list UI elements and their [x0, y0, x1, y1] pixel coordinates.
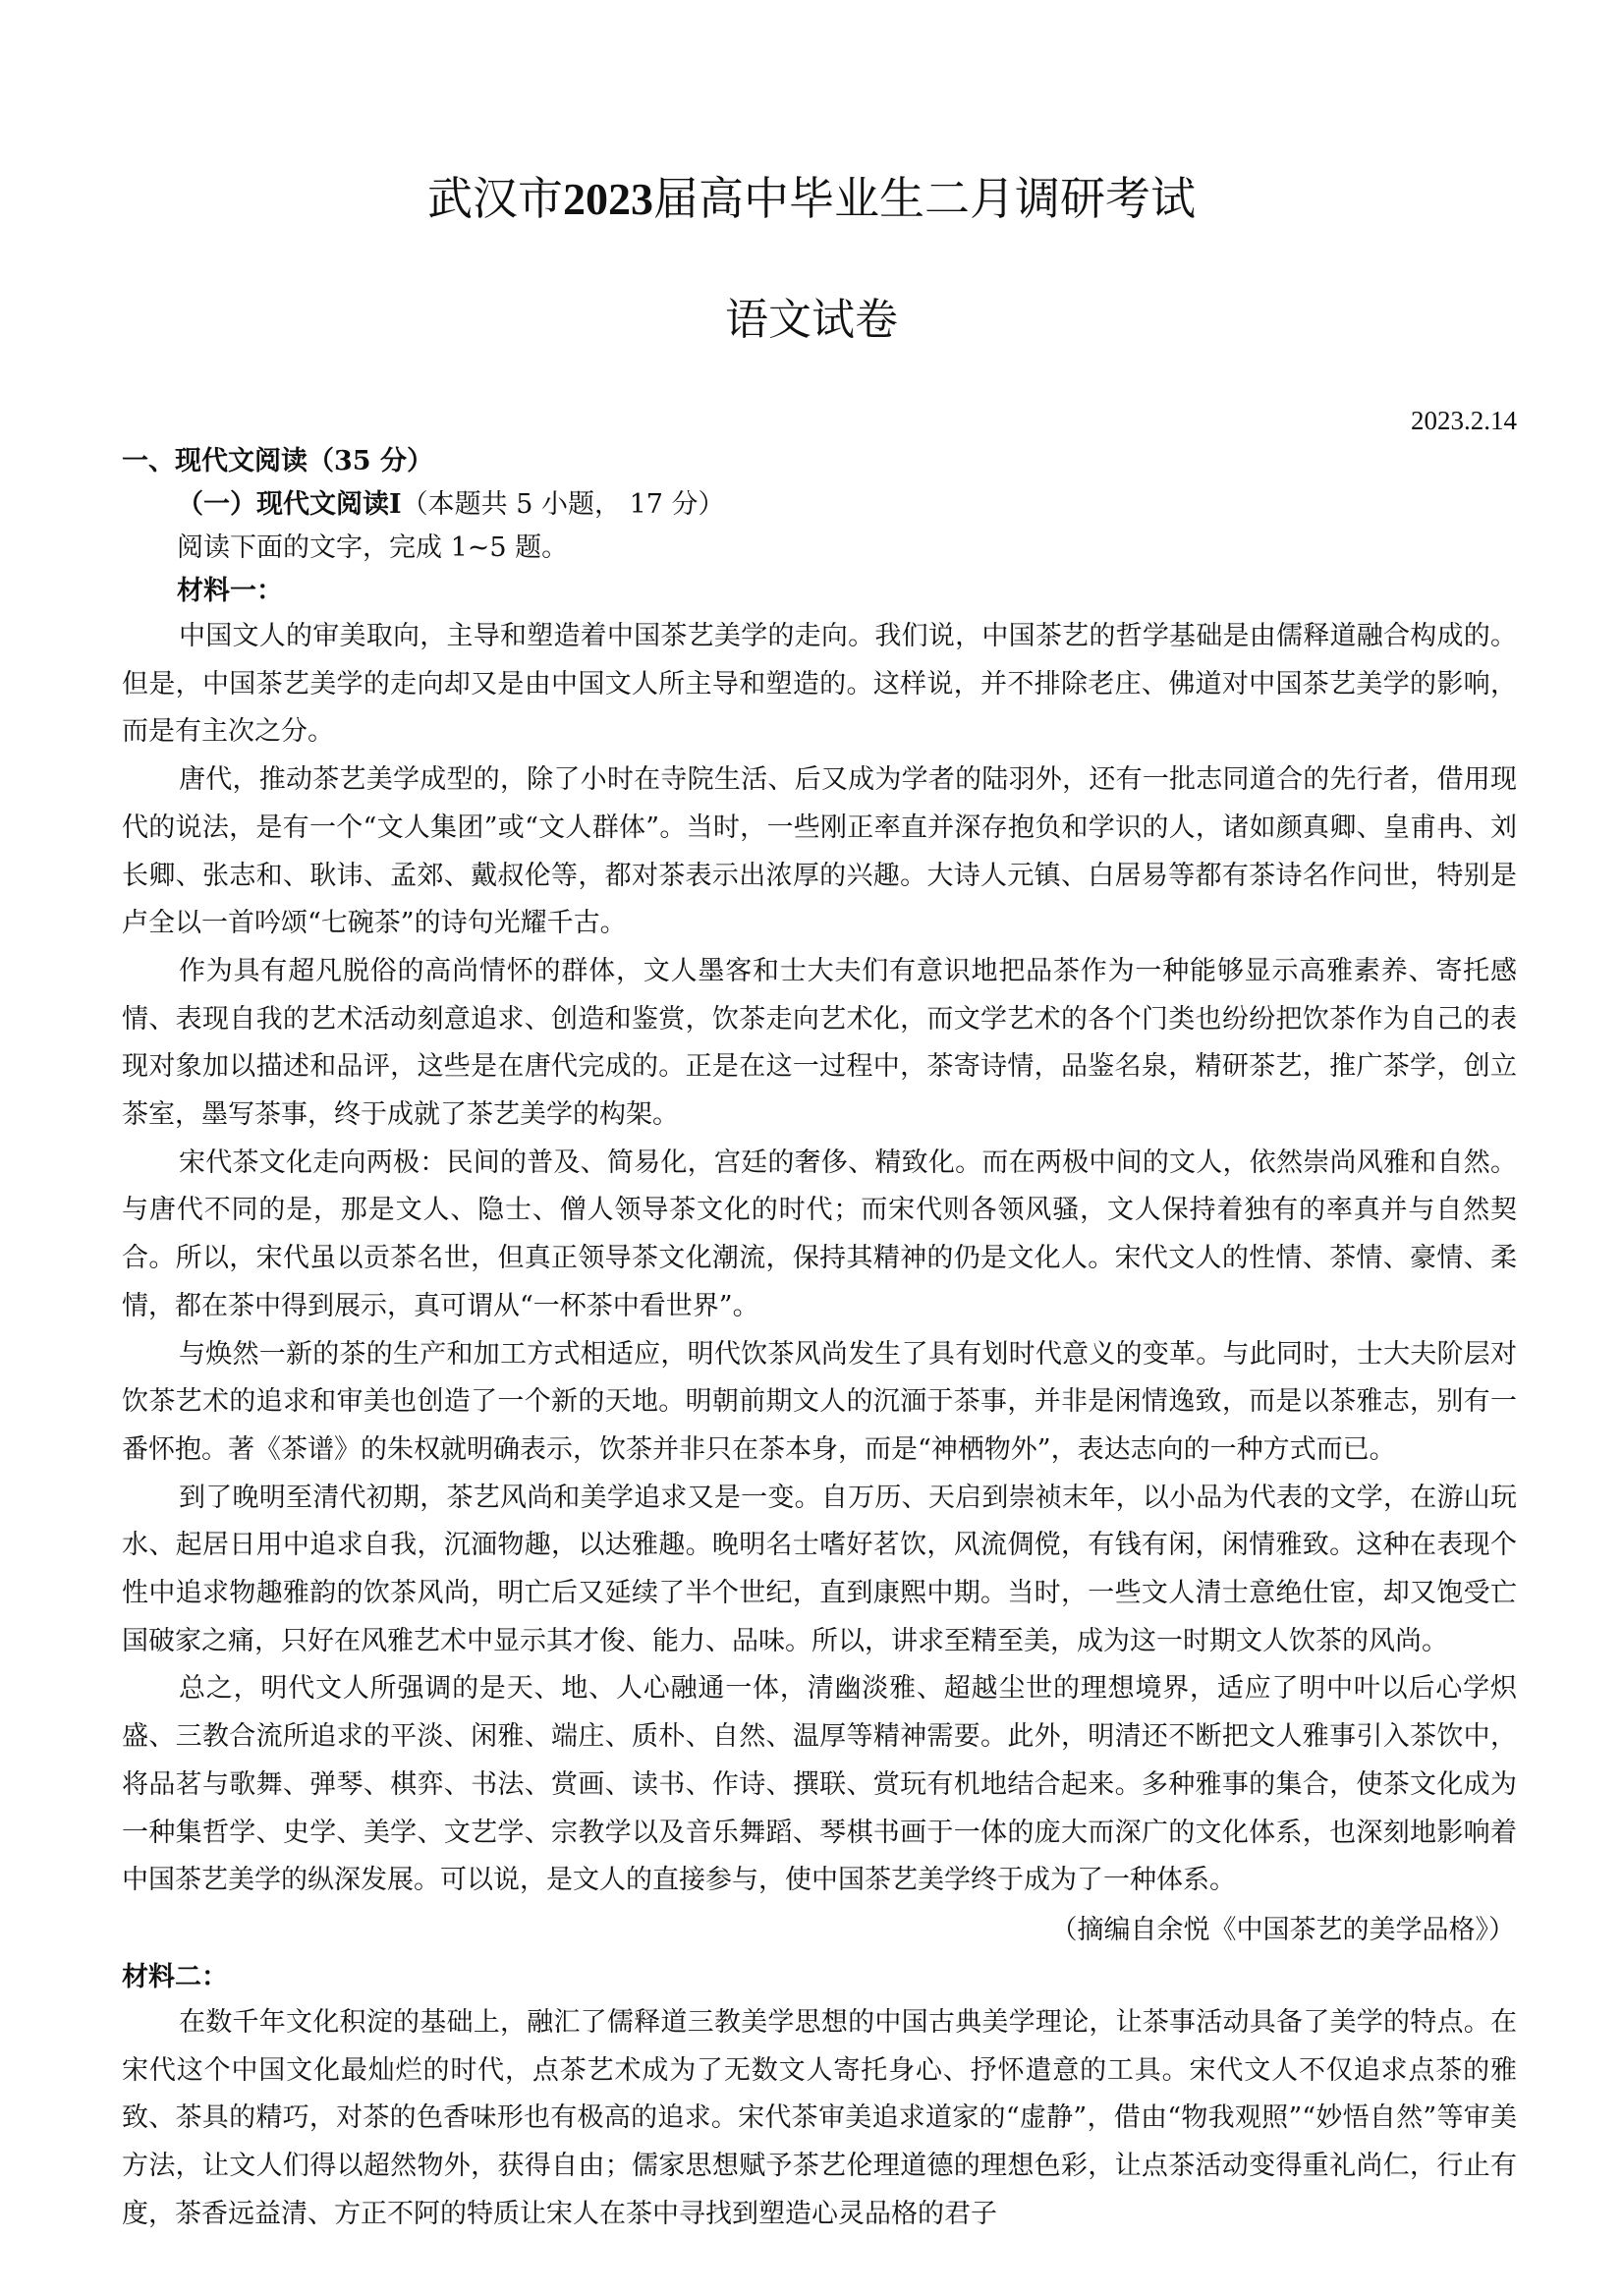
title-year: 2023 — [563, 174, 653, 224]
material1-paragraph: 宋代茶文化走向两极：民间的普及、简易化，宫廷的奢侈、精致化。而在两极中间的文人，依然崇尚风雅和自然。与唐代不同的是，那是文人、隐士、僧人领导茶文化的时代；而宋代则各领风骚，文人保持着独有的率真并与自然契合。所以，宋代虽以贡茶名世，但真正领导茶文化潮流，保持其精神的仍是文化人。宋代文人的性情、茶情、豪情、柔情，都在茶中得到展示，真可谓从“一杯茶中看世界”。 — [122, 1147, 1517, 1321]
title-prefix: 武汉市 — [427, 172, 563, 225]
material1-paragraph: 中国文人的审美取向，主导和塑造着中国茶艺美学的走向。我们说，中国茶艺的哲学基础是由儒释道融合构成的。但是，中国茶艺美学的走向却又是由中国文人所主导和塑造的。这样说，并不排除老庄、佛道对中国茶艺美学的影响，而是有主次之分。 — [122, 621, 1517, 748]
material1-source: （摘编自余悦《中国茶艺的美学品格》） — [1050, 1914, 1515, 1945]
material1-paragraph: 到了晚明至清代初期，茶艺风尚和美学追求又是一变。自万历、天启到崇祯末年，以小品为代表的文学，在游山玩水、起居日用中追求自我，沉湎物趣，以达雅趣。晚明名士嗜好茗饮，风流倜傥，有钱有闲，闲情雅致。这种在表现个性中追求物趣雅韵的饮茶风尚，明亡后又延续了半个世纪，直到康熙中期。当时，一些文人清士意绝仕宦，却又饱受亡国破家之痛，只好在风雅艺术中显示其才俊、能力、品味。所以，讲求至精至美，成为这一时期文人饮茶的风尚。 — [122, 1482, 1517, 1656]
material2-label: 材料二： — [122, 1961, 228, 1992]
title-suffix: 届高中毕业生二月调研考试 — [653, 172, 1196, 225]
material2-paragraph: 在数千年文化积淀的基础上，融汇了儒释道三教美学思想的中国古典美学理论，让茶事活动具备了美学的特点。在宋代这个中国文化最灿烂的时代，点茶艺术成为了无数文人寄托身心、抒怀遣意的工具。宋代文人不仅追求点茶的雅致、茶具的精巧，对茶的色香味形也有极高的追求。宋代茶审美追求道家的“虚静”，借由“物我观照”“妙悟自然”等审美方法，让文人们得以超然物外，获得自由；儒家思想赋予茶艺伦理道德的理想色彩，让点茶活动变得重礼尚仁，行止有度，茶香远益清、方正不阿的特质让宋人在茶中寻找到塑造心灵品格的君子 — [122, 2006, 1517, 2229]
section-subheading — [122, 483, 1517, 527]
reading-instruction: 阅读下面的文字，完成 1~5 题。 — [177, 532, 569, 563]
material1-label: 材料一： — [177, 576, 283, 606]
subheading-bold: （一）现代文阅读Ⅰ — [177, 489, 402, 520]
material1-paragraph: 与焕然一新的茶的生产和加工方式相适应，明代饮茶风尚发生了具有划时代意义的变革。与此同时，士大夫阶层对饮茶艺术的追求和审美也创造了一个新的天地。明朝前期文人的沉湎于茶事，并非是闲情逸致，而是以茶雅志，别有一番怀抱。著《茶谱》的朱权就明确表示，饮茶并非只在茶本身，而是“神栖物外”，表达志向的一种方式而已。 — [122, 1338, 1517, 1465]
exam-subtitle: 语文试卷 — [725, 295, 898, 345]
exam-title — [0, 169, 1623, 229]
exam-date: 2023.2.14 — [1411, 406, 1517, 435]
material1-paragraph: 唐代，推动茶艺美学成型的，除了小时在寺院生活、后又成为学者的陆羽外，还有一批志同道合的先行者，借用现代的说法，是有一个“文人集团”或“文人群体”。当时，一些刚正率直并深存抱负和学识的人，诸如颜真卿、皇甫冉、刘长卿、张志和、耿讳、孟郊、戴叔伦等，都对茶表示出浓厚的兴趣。大诗人元镇、白居易等都有茶诗名作问世，特别是卢全以一首吟颂“七碗茶”的诗句光耀千古。 — [122, 764, 1517, 939]
material1-paragraph: 总之，明代文人所强调的是天、地、人心融通一体，清幽淡雅、超越尘世的理想境界，适应了明中叶以后心学炽盛、三教合流所追求的平淡、闲雅、端庄、质朴、自然、温厚等精神需要。此外，明清还不断把文人雅事引入茶饮中，将品茗与歌舞、弹琴、棋弈、书法、赏画、读书、作诗、撰联、赏玩有机地结合起来。多种雅事的集合，使茶文化成为一种集哲学、史学、美学、文艺学、宗教学以及音乐舞蹈、琴棋书画于一体的庞大而深广的文化体系，也深刻地影响着中国茶艺美学的纵深发展。可以说，是文人的直接参与，使中国茶艺美学终于成为了一种体系。 — [122, 1673, 1517, 1896]
subheading-rest: （本题共 5 小题， 17 分） — [401, 489, 725, 520]
section-heading: 一、现代文阅读（35 分） — [122, 446, 433, 476]
exam-content — [122, 440, 1517, 2239]
material1-paragraph: 作为具有超凡脱俗的高尚情怀的群体，文人墨客和士大夫们有意识地把品茶作为一种能够显示高雅素养、寄托感情、表现自我的艺术活动刻意追求、创造和鉴赏，饮茶走向艺术化，而文学艺术的各个门类也纷纷把饮茶作为自己的表现对象加以描述和品评，这些是在唐代完成的。正是在这一过程中，茶寄诗情，品鉴名泉，精研茶艺，推广茶学，创立茶室，墨写茶事，终于成就了茶艺美学的构架。 — [122, 955, 1517, 1131]
